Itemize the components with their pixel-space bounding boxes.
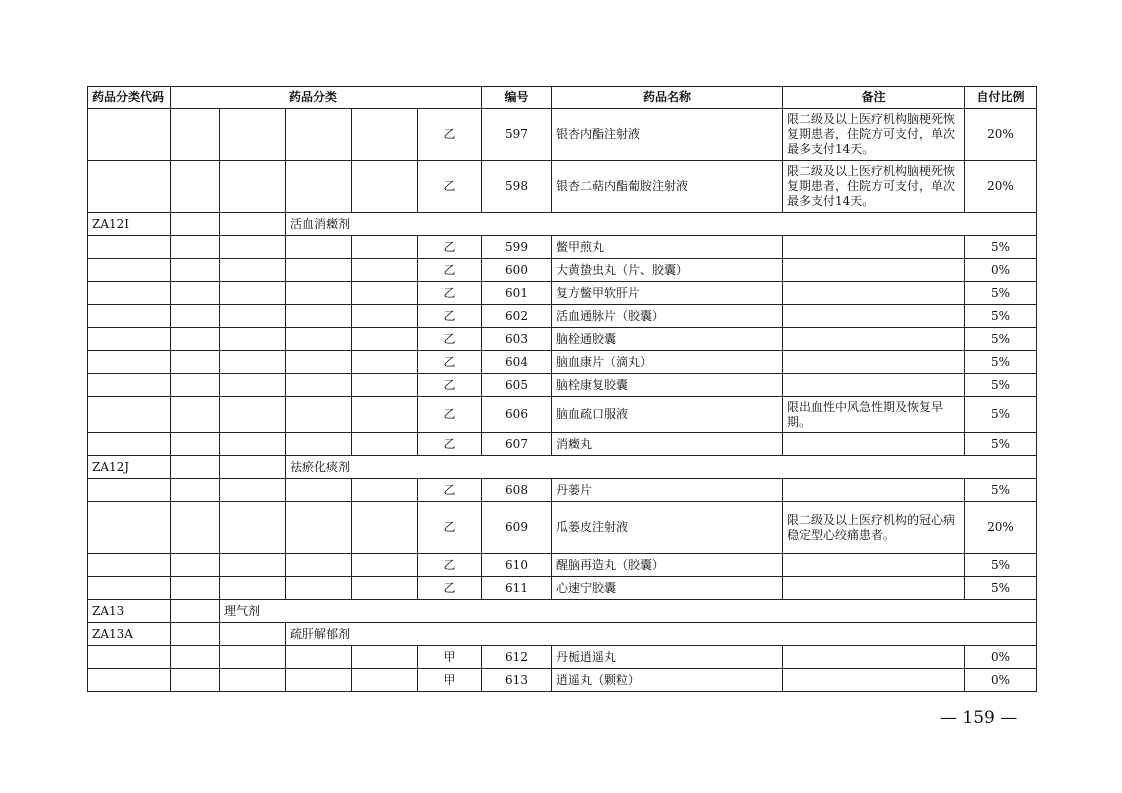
- empty-cell: [286, 479, 352, 502]
- drug-note-cell: 限二级及以上医疗机构的冠心病稳定型心绞痛患者。: [783, 502, 965, 554]
- table-row: [88, 161, 1037, 213]
- drug-name-cell: 银杏内酯注射液: [552, 109, 783, 161]
- drug-ratio-cell: 0%: [965, 646, 1037, 669]
- empty-cell: [352, 305, 418, 328]
- empty-cell: [286, 282, 352, 305]
- category-code-cell: ZA12J: [88, 456, 171, 479]
- drug-ratio-cell: 5%: [965, 577, 1037, 600]
- empty-cell: [88, 433, 171, 456]
- empty-cell: [171, 397, 220, 433]
- table-row: [88, 374, 1037, 397]
- drug-number-cell: 603: [482, 328, 552, 351]
- empty-cell: [352, 161, 418, 213]
- drug-name-cell: 醒脑再造丸（胶囊）: [552, 554, 783, 577]
- drug-note-cell: [783, 328, 965, 351]
- empty-cell: [88, 374, 171, 397]
- drug-number-cell: 598: [482, 161, 552, 213]
- empty-cell: [171, 502, 220, 554]
- drug-note-cell: [783, 433, 965, 456]
- drug-note-cell: [783, 479, 965, 502]
- drug-ratio-cell: 5%: [965, 328, 1037, 351]
- table-body: [88, 109, 1037, 692]
- header-number: 编号: [482, 87, 552, 109]
- drug-class-cell: 乙: [418, 374, 482, 397]
- drug-class-cell: 乙: [418, 554, 482, 577]
- empty-cell: [220, 305, 286, 328]
- header-category: 药品分类: [171, 87, 482, 109]
- table-row: [88, 328, 1037, 351]
- category-code-cell: ZA13: [88, 600, 171, 623]
- empty-cell: [171, 213, 220, 236]
- table-row: [88, 305, 1037, 328]
- empty-cell: [286, 577, 352, 600]
- drug-number-cell: 605: [482, 374, 552, 397]
- empty-cell: [220, 282, 286, 305]
- drug-ratio-cell: 20%: [965, 109, 1037, 161]
- empty-cell: [88, 577, 171, 600]
- empty-cell: [88, 305, 171, 328]
- drug-class-cell: 甲: [418, 646, 482, 669]
- drug-number-cell: 612: [482, 646, 552, 669]
- empty-cell: [220, 213, 286, 236]
- category-label-cell: 理气剂: [220, 600, 1037, 623]
- category-code-cell: ZA13A: [88, 623, 171, 646]
- table-row: [88, 236, 1037, 259]
- drug-class-cell: 乙: [418, 351, 482, 374]
- empty-cell: [171, 433, 220, 456]
- drug-note-cell: 限二级及以上医疗机构脑梗死恢复期患者，住院方可支付，单次最多支付14天。: [783, 109, 965, 161]
- empty-cell: [352, 282, 418, 305]
- category-label-cell: 祛瘀化痰剂: [286, 456, 1037, 479]
- empty-cell: [286, 397, 352, 433]
- drug-note-cell: [783, 236, 965, 259]
- empty-cell: [352, 554, 418, 577]
- drug-note-cell: [783, 259, 965, 282]
- drug-ratio-cell: 20%: [965, 161, 1037, 213]
- drug-name-cell: 脑血康片（滴丸）: [552, 351, 783, 374]
- empty-cell: [352, 479, 418, 502]
- header-note: 备注: [783, 87, 965, 109]
- drug-name-cell: 逍遥丸（颗粒）: [552, 669, 783, 692]
- empty-cell: [352, 328, 418, 351]
- empty-cell: [220, 109, 286, 161]
- drug-note-cell: [783, 669, 965, 692]
- drug-note-cell: [783, 305, 965, 328]
- empty-cell: [88, 351, 171, 374]
- empty-cell: [220, 456, 286, 479]
- drug-class-cell: 乙: [418, 577, 482, 600]
- empty-cell: [220, 554, 286, 577]
- drug-number-cell: 601: [482, 282, 552, 305]
- drug-name-cell: 脑栓通胶囊: [552, 328, 783, 351]
- empty-cell: [171, 479, 220, 502]
- empty-cell: [88, 236, 171, 259]
- empty-cell: [352, 374, 418, 397]
- empty-cell: [352, 577, 418, 600]
- drug-class-cell: 乙: [418, 433, 482, 456]
- empty-cell: [171, 282, 220, 305]
- empty-cell: [220, 433, 286, 456]
- empty-cell: [220, 669, 286, 692]
- drug-class-cell: 乙: [418, 305, 482, 328]
- table-header-row: [88, 87, 1037, 109]
- drug-number-cell: 604: [482, 351, 552, 374]
- drug-class-cell: 乙: [418, 282, 482, 305]
- empty-cell: [171, 456, 220, 479]
- drug-name-cell: 消癥丸: [552, 433, 783, 456]
- empty-cell: [286, 502, 352, 554]
- empty-cell: [286, 374, 352, 397]
- drug-note-cell: [783, 282, 965, 305]
- empty-cell: [286, 328, 352, 351]
- table-row: [88, 554, 1037, 577]
- empty-cell: [286, 433, 352, 456]
- empty-cell: [88, 502, 171, 554]
- empty-cell: [286, 646, 352, 669]
- empty-cell: [171, 374, 220, 397]
- drug-note-cell: [783, 351, 965, 374]
- empty-cell: [352, 109, 418, 161]
- table-row: [88, 259, 1037, 282]
- empty-cell: [88, 109, 171, 161]
- empty-cell: [171, 328, 220, 351]
- drug-number-cell: 602: [482, 305, 552, 328]
- table-row: [88, 479, 1037, 502]
- category-row: [88, 213, 1037, 236]
- empty-cell: [352, 236, 418, 259]
- empty-cell: [220, 259, 286, 282]
- empty-cell: [171, 259, 220, 282]
- drug-name-cell: 复方鳖甲软肝片: [552, 282, 783, 305]
- drug-ratio-cell: 5%: [965, 374, 1037, 397]
- category-label-cell: 疏肝解郁剂: [286, 623, 1037, 646]
- empty-cell: [352, 669, 418, 692]
- empty-cell: [220, 479, 286, 502]
- drug-name-cell: 瓜蒌皮注射液: [552, 502, 783, 554]
- drug-number-cell: 610: [482, 554, 552, 577]
- empty-cell: [88, 669, 171, 692]
- empty-cell: [352, 351, 418, 374]
- drug-class-cell: 甲: [418, 669, 482, 692]
- drug-ratio-cell: 5%: [965, 351, 1037, 374]
- empty-cell: [171, 600, 220, 623]
- drug-number-cell: 606: [482, 397, 552, 433]
- drug-number-cell: 609: [482, 502, 552, 554]
- table-row: [88, 669, 1037, 692]
- empty-cell: [352, 433, 418, 456]
- empty-cell: [286, 669, 352, 692]
- empty-cell: [286, 351, 352, 374]
- drug-ratio-cell: 5%: [965, 397, 1037, 433]
- drug-class-cell: 乙: [418, 397, 482, 433]
- empty-cell: [88, 259, 171, 282]
- empty-cell: [352, 259, 418, 282]
- empty-cell: [171, 577, 220, 600]
- table-row: [88, 351, 1037, 374]
- drug-name-cell: 大黄蛰虫丸（片、胶囊）: [552, 259, 783, 282]
- empty-cell: [171, 351, 220, 374]
- drug-class-cell: 乙: [418, 109, 482, 161]
- drug-note-cell: 限二级及以上医疗机构脑梗死恢复期患者，住院方可支付，单次最多支付14天。: [783, 161, 965, 213]
- table-row: [88, 577, 1037, 600]
- empty-cell: [220, 374, 286, 397]
- header-ratio: 自付比例: [965, 87, 1037, 109]
- drug-class-cell: 乙: [418, 236, 482, 259]
- drug-note-cell: [783, 646, 965, 669]
- drug-catalog-table: [87, 86, 1037, 692]
- drug-number-cell: 600: [482, 259, 552, 282]
- table-row: [88, 397, 1037, 433]
- empty-cell: [171, 623, 220, 646]
- category-code-cell: ZA12I: [88, 213, 171, 236]
- drug-name-cell: 活血通脉片（胶囊）: [552, 305, 783, 328]
- empty-cell: [286, 259, 352, 282]
- page-number: — 159 —: [940, 708, 1018, 728]
- drug-note-cell: [783, 577, 965, 600]
- drug-note-cell: 限出血性中风急性期及恢复早期。: [783, 397, 965, 433]
- category-label-cell: 活血消癥剂: [286, 213, 1037, 236]
- empty-cell: [352, 646, 418, 669]
- empty-cell: [171, 236, 220, 259]
- drug-class-cell: 乙: [418, 161, 482, 213]
- drug-class-cell: 乙: [418, 502, 482, 554]
- drug-name-cell: 丹蒌片: [552, 479, 783, 502]
- header-code: 药品分类代码: [88, 87, 171, 109]
- drug-ratio-cell: 5%: [965, 305, 1037, 328]
- drug-class-cell: 乙: [418, 479, 482, 502]
- empty-cell: [352, 397, 418, 433]
- drug-ratio-cell: 20%: [965, 502, 1037, 554]
- empty-cell: [286, 236, 352, 259]
- category-row: [88, 456, 1037, 479]
- empty-cell: [88, 479, 171, 502]
- empty-cell: [171, 554, 220, 577]
- drug-number-cell: 607: [482, 433, 552, 456]
- empty-cell: [220, 623, 286, 646]
- table-row: [88, 646, 1037, 669]
- drug-name-cell: 鳖甲煎丸: [552, 236, 783, 259]
- empty-cell: [286, 554, 352, 577]
- empty-cell: [88, 282, 171, 305]
- drug-number-cell: 608: [482, 479, 552, 502]
- empty-cell: [220, 161, 286, 213]
- drug-ratio-cell: 5%: [965, 479, 1037, 502]
- table-row: [88, 282, 1037, 305]
- empty-cell: [220, 351, 286, 374]
- drug-number-cell: 597: [482, 109, 552, 161]
- empty-cell: [220, 646, 286, 669]
- drug-ratio-cell: 5%: [965, 282, 1037, 305]
- drug-note-cell: [783, 554, 965, 577]
- empty-cell: [88, 328, 171, 351]
- empty-cell: [171, 305, 220, 328]
- empty-cell: [220, 577, 286, 600]
- drug-name-cell: 脑栓康复胶囊: [552, 374, 783, 397]
- empty-cell: [88, 554, 171, 577]
- empty-cell: [220, 328, 286, 351]
- empty-cell: [88, 397, 171, 433]
- category-row: [88, 600, 1037, 623]
- drug-number-cell: 599: [482, 236, 552, 259]
- empty-cell: [220, 236, 286, 259]
- table-row: [88, 109, 1037, 161]
- drug-ratio-cell: 5%: [965, 554, 1037, 577]
- table-row: [88, 502, 1037, 554]
- empty-cell: [88, 161, 171, 213]
- empty-cell: [220, 502, 286, 554]
- empty-cell: [171, 109, 220, 161]
- drug-name-cell: 丹栀逍遥丸: [552, 646, 783, 669]
- drug-ratio-cell: 0%: [965, 669, 1037, 692]
- empty-cell: [220, 397, 286, 433]
- empty-cell: [171, 669, 220, 692]
- drug-note-cell: [783, 374, 965, 397]
- drug-ratio-cell: 0%: [965, 259, 1037, 282]
- empty-cell: [171, 161, 220, 213]
- drug-number-cell: 613: [482, 669, 552, 692]
- empty-cell: [286, 305, 352, 328]
- drug-ratio-cell: 5%: [965, 236, 1037, 259]
- drug-name-cell: 脑血疏口服液: [552, 397, 783, 433]
- drug-class-cell: 乙: [418, 328, 482, 351]
- drug-ratio-cell: 5%: [965, 433, 1037, 456]
- drug-number-cell: 611: [482, 577, 552, 600]
- empty-cell: [286, 109, 352, 161]
- drug-class-cell: 乙: [418, 259, 482, 282]
- table-row: [88, 433, 1037, 456]
- empty-cell: [286, 161, 352, 213]
- empty-cell: [88, 646, 171, 669]
- empty-cell: [352, 502, 418, 554]
- drug-name-cell: 心速宁胶囊: [552, 577, 783, 600]
- empty-cell: [171, 646, 220, 669]
- drug-name-cell: 银杏二萜内酯葡胺注射液: [552, 161, 783, 213]
- category-row: [88, 623, 1037, 646]
- header-name: 药品名称: [552, 87, 783, 109]
